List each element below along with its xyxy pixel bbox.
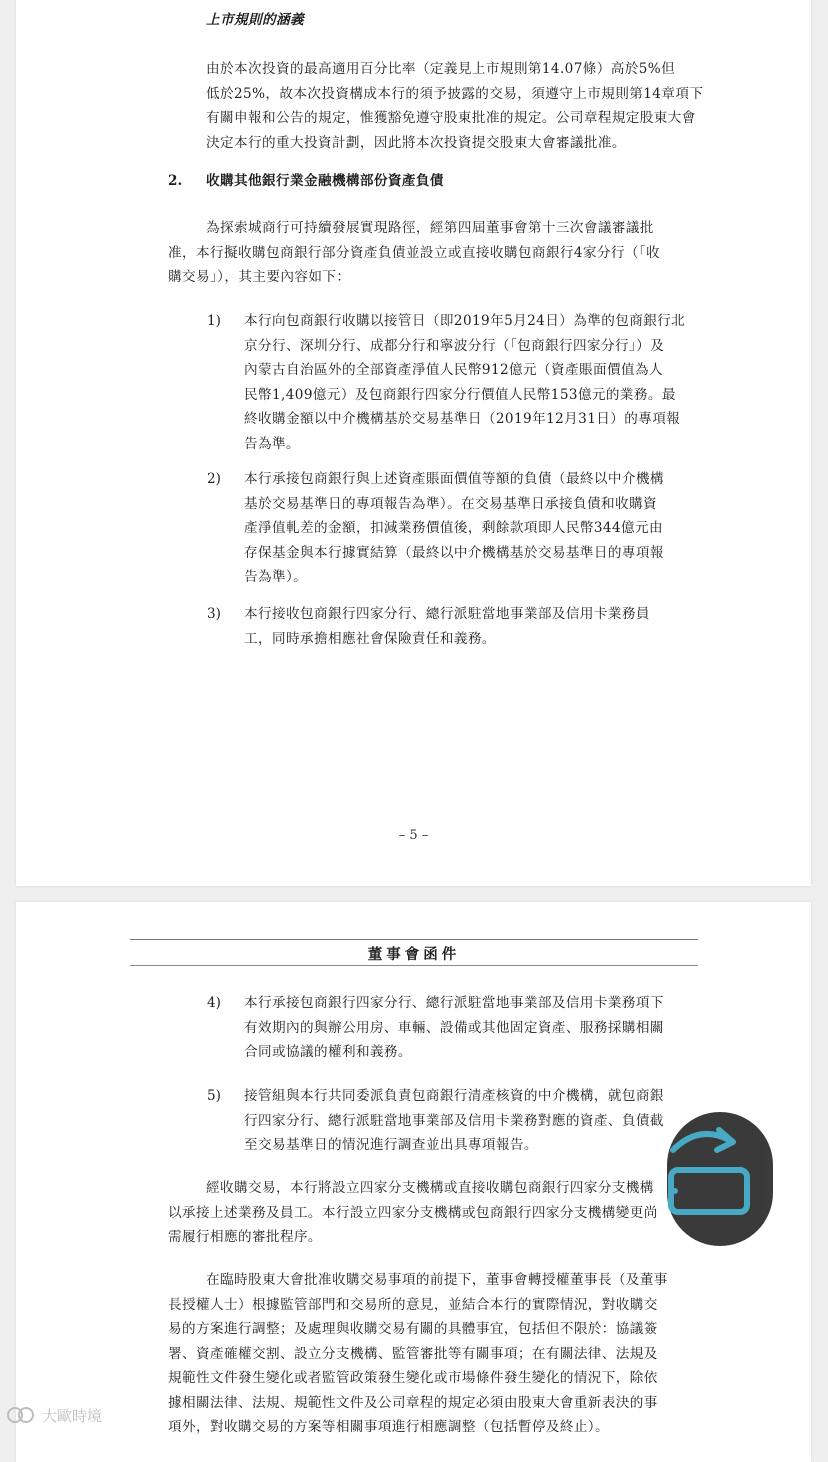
banner-rule-top: [130, 939, 698, 940]
paragraph-authorization: 在臨時股東大會批准收購交易事項的前提下，董事會轉授權董事長（及董事 長授權人士）根據監管部門和交易所的意見，並結合本行的實際情況，對收購交 易的方案進行調整；及處理與收購交易有關的具體事宜，包括但不限於：協議簽 署、資產確權交割、設立分支機構、監管審批等有關事項；在有關法律、法規及 規範性文件發生變化或者監管政策發生變化或市場條件發生變化的情況下，除依 據相關法律、法規、規範性文件及公司章程的規定必須由股東大會重新表決的事 項外，對收購交易的方案等相關事項進行相應調整（包括暫停及終止）。: [168, 1272, 668, 1435]
paragraph-listing-rules: 由於本次投資的最高適用百分比率（定義見上市規則第14.07條）高於5%但 低於25%，故本次投資構成本行的須予披露的交易，須遵守上市規則第14章項下 有關申報和公告的規定，惟獲豁免遵守股東批准的規定。公司章程規定股東大會 決定本行的重大投資計劃，因此將本次投資提交股東大會審議批准。: [206, 61, 704, 151]
watermark: [6, 1404, 102, 1426]
list-item-text: 本行向包商銀行收購以接管日（即2019年5月24日）為準的包商銀行北 京分行、深圳分行、成都分行和寧波分行（「包商銀行四家分行」）及 內蒙古自治區外的全部資產淨值人民幣912億元（資產賬面價值為人 民幣1,409億元）及包商銀行四家分行價值人民幣153億元的業務。最 終收購金額以中介機構基於交易基準日（2019年12月31日）的專項報 告為準。: [244, 313, 686, 452]
rotate-screen-button[interactable]: [667, 1112, 773, 1246]
logo-icon: [6, 1404, 36, 1426]
list-item-number: 2): [207, 471, 221, 487]
list-item-number: 4): [207, 995, 221, 1011]
heading-listing-rules: 上市規則的涵義: [206, 12, 304, 28]
list-item-number: 5): [207, 1088, 221, 1104]
paragraph-intro: 為探索城商行可持續發展實現路徑，經第四屆董事會第十三次會議審議批 准，本行擬收購包商銀行部分資產負債並設立或直接收購包商銀行4家分行（「收 購交易」），其主要內容如下：: [168, 220, 661, 285]
list-item-number: 1): [207, 313, 221, 329]
list-item-text: 接管組與本行共同委派負責包商銀行清產核資的中介機構，就包商銀 行四家分行、總行派駐當地事業部及信用卡業務對應的資產、負債截 至交易基準日的情況進行調查並出具專項報告。: [244, 1088, 664, 1153]
section-number: 2.: [168, 173, 183, 189]
section-title: 收購其他銀行業金融機構部份資產負債: [206, 173, 444, 189]
banner-title: 董事會函件: [367, 946, 461, 963]
list-item-number: 3): [207, 606, 221, 622]
paragraph-branches: 經收購交易，本行將設立四家分支機構或直接收購包商銀行四家分支機構 以承接上述業務及員工。本行設立四家分支機構或包商銀行四家分支機構變更尚 需履行相應的審批程序。: [168, 1180, 658, 1245]
page-number: – 5 –: [398, 828, 429, 843]
document-page-5: [16, 0, 811, 886]
list-item-text: 本行接收包商銀行四家分行、總行派駐當地事業部及信用卡業務員 工，同時承擔相應社會保險責任和義務。: [244, 606, 650, 647]
list-item-text: 本行承接包商銀行四家分行、總行派駐當地事業部及信用卡業務項下 有效期內的與辦公用房、車輛、設備或其他固定資產、服務採購相關 合同或協議的權利和義務。: [244, 995, 664, 1060]
watermark-text: 大歐時境: [42, 1406, 103, 1425]
banner-rule-bottom: [130, 965, 698, 966]
list-item-text: 本行承接包商銀行與上述資產賬面價值等額的負債（最終以中介機構 基於交易基準日的專項報告為準）。在交易基準日承接負債和收購資 產淨值軋差的金額，扣減業務價值後，剩餘款項即人民幣344億元由 存保基金與本行據實結算（最終以中介機構基於交易基準日的專項報 告為準）。: [244, 471, 664, 585]
rotate-screen-icon: [667, 1112, 773, 1246]
